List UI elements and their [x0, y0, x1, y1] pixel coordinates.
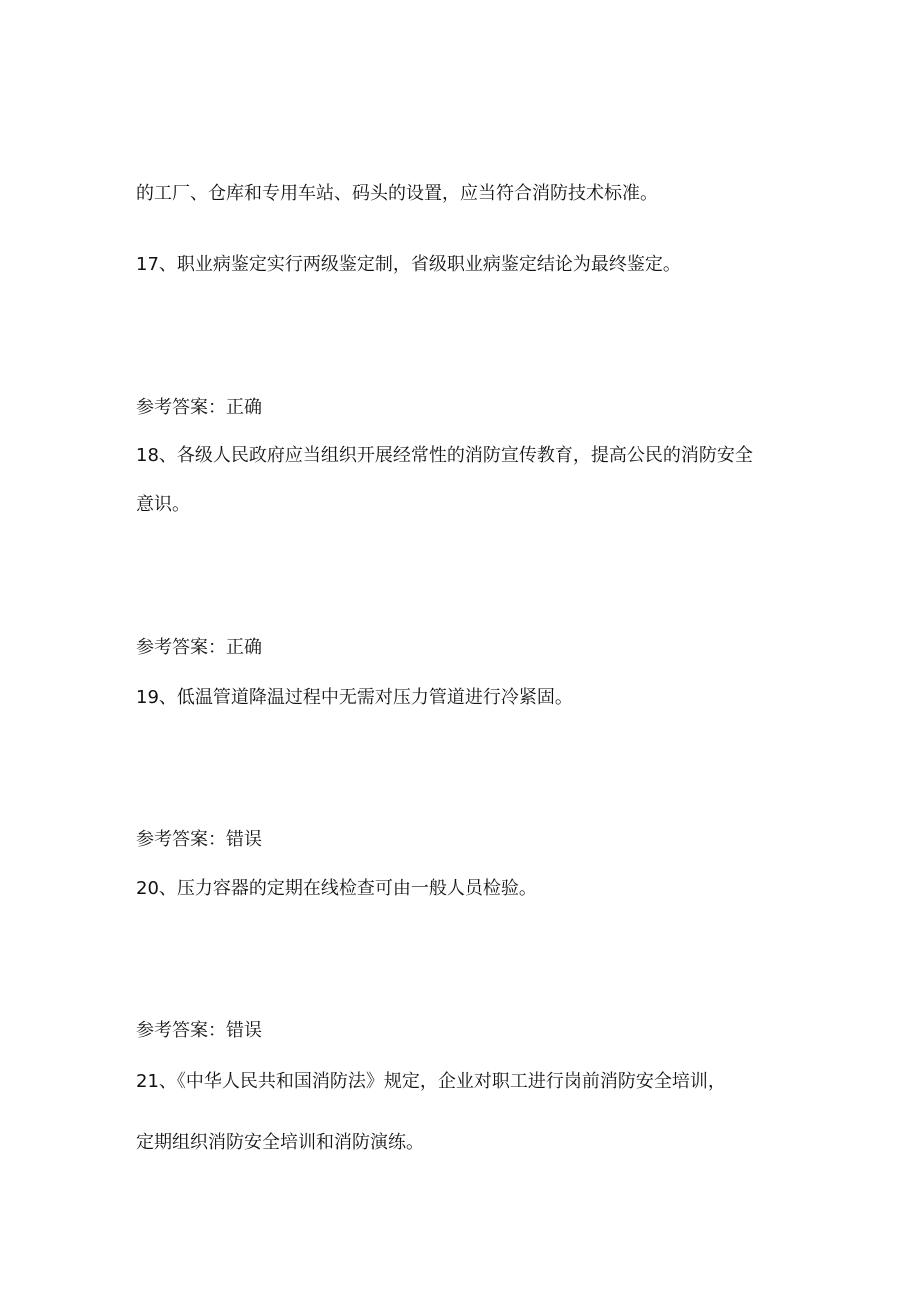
question-18: 18、各级人民政府应当组织开展经常性的消防宣传教育，提高公民的消防安全 — [136, 445, 753, 466]
answer-19: 参考答案：错误 — [136, 829, 262, 850]
text-line: 的工厂、仓库和专用车站、码头的设置，应当符合消防技术标准。 — [136, 183, 658, 204]
question-18-continued: 意识。 — [136, 494, 190, 515]
answer-18: 参考答案：正确 — [136, 637, 262, 658]
question-21: 21、《中华人民共和国消防法》规定，企业对职工进行岗前消防安全培训， — [136, 1071, 726, 1092]
answer-17: 参考答案：正确 — [136, 397, 262, 418]
question-19: 19、低温管道降温过程中无需对压力管道进行冷紧固。 — [136, 687, 573, 708]
question-20: 20、压力容器的定期在线检查可由一般人员检验。 — [136, 878, 537, 899]
answer-20: 参考答案：错误 — [136, 1020, 262, 1041]
question-21-continued: 定期组织消防安全培训和消防演练。 — [136, 1132, 424, 1153]
question-17: 17、职业病鉴定实行两级鉴定制，省级职业病鉴定结论为最终鉴定。 — [136, 254, 681, 275]
